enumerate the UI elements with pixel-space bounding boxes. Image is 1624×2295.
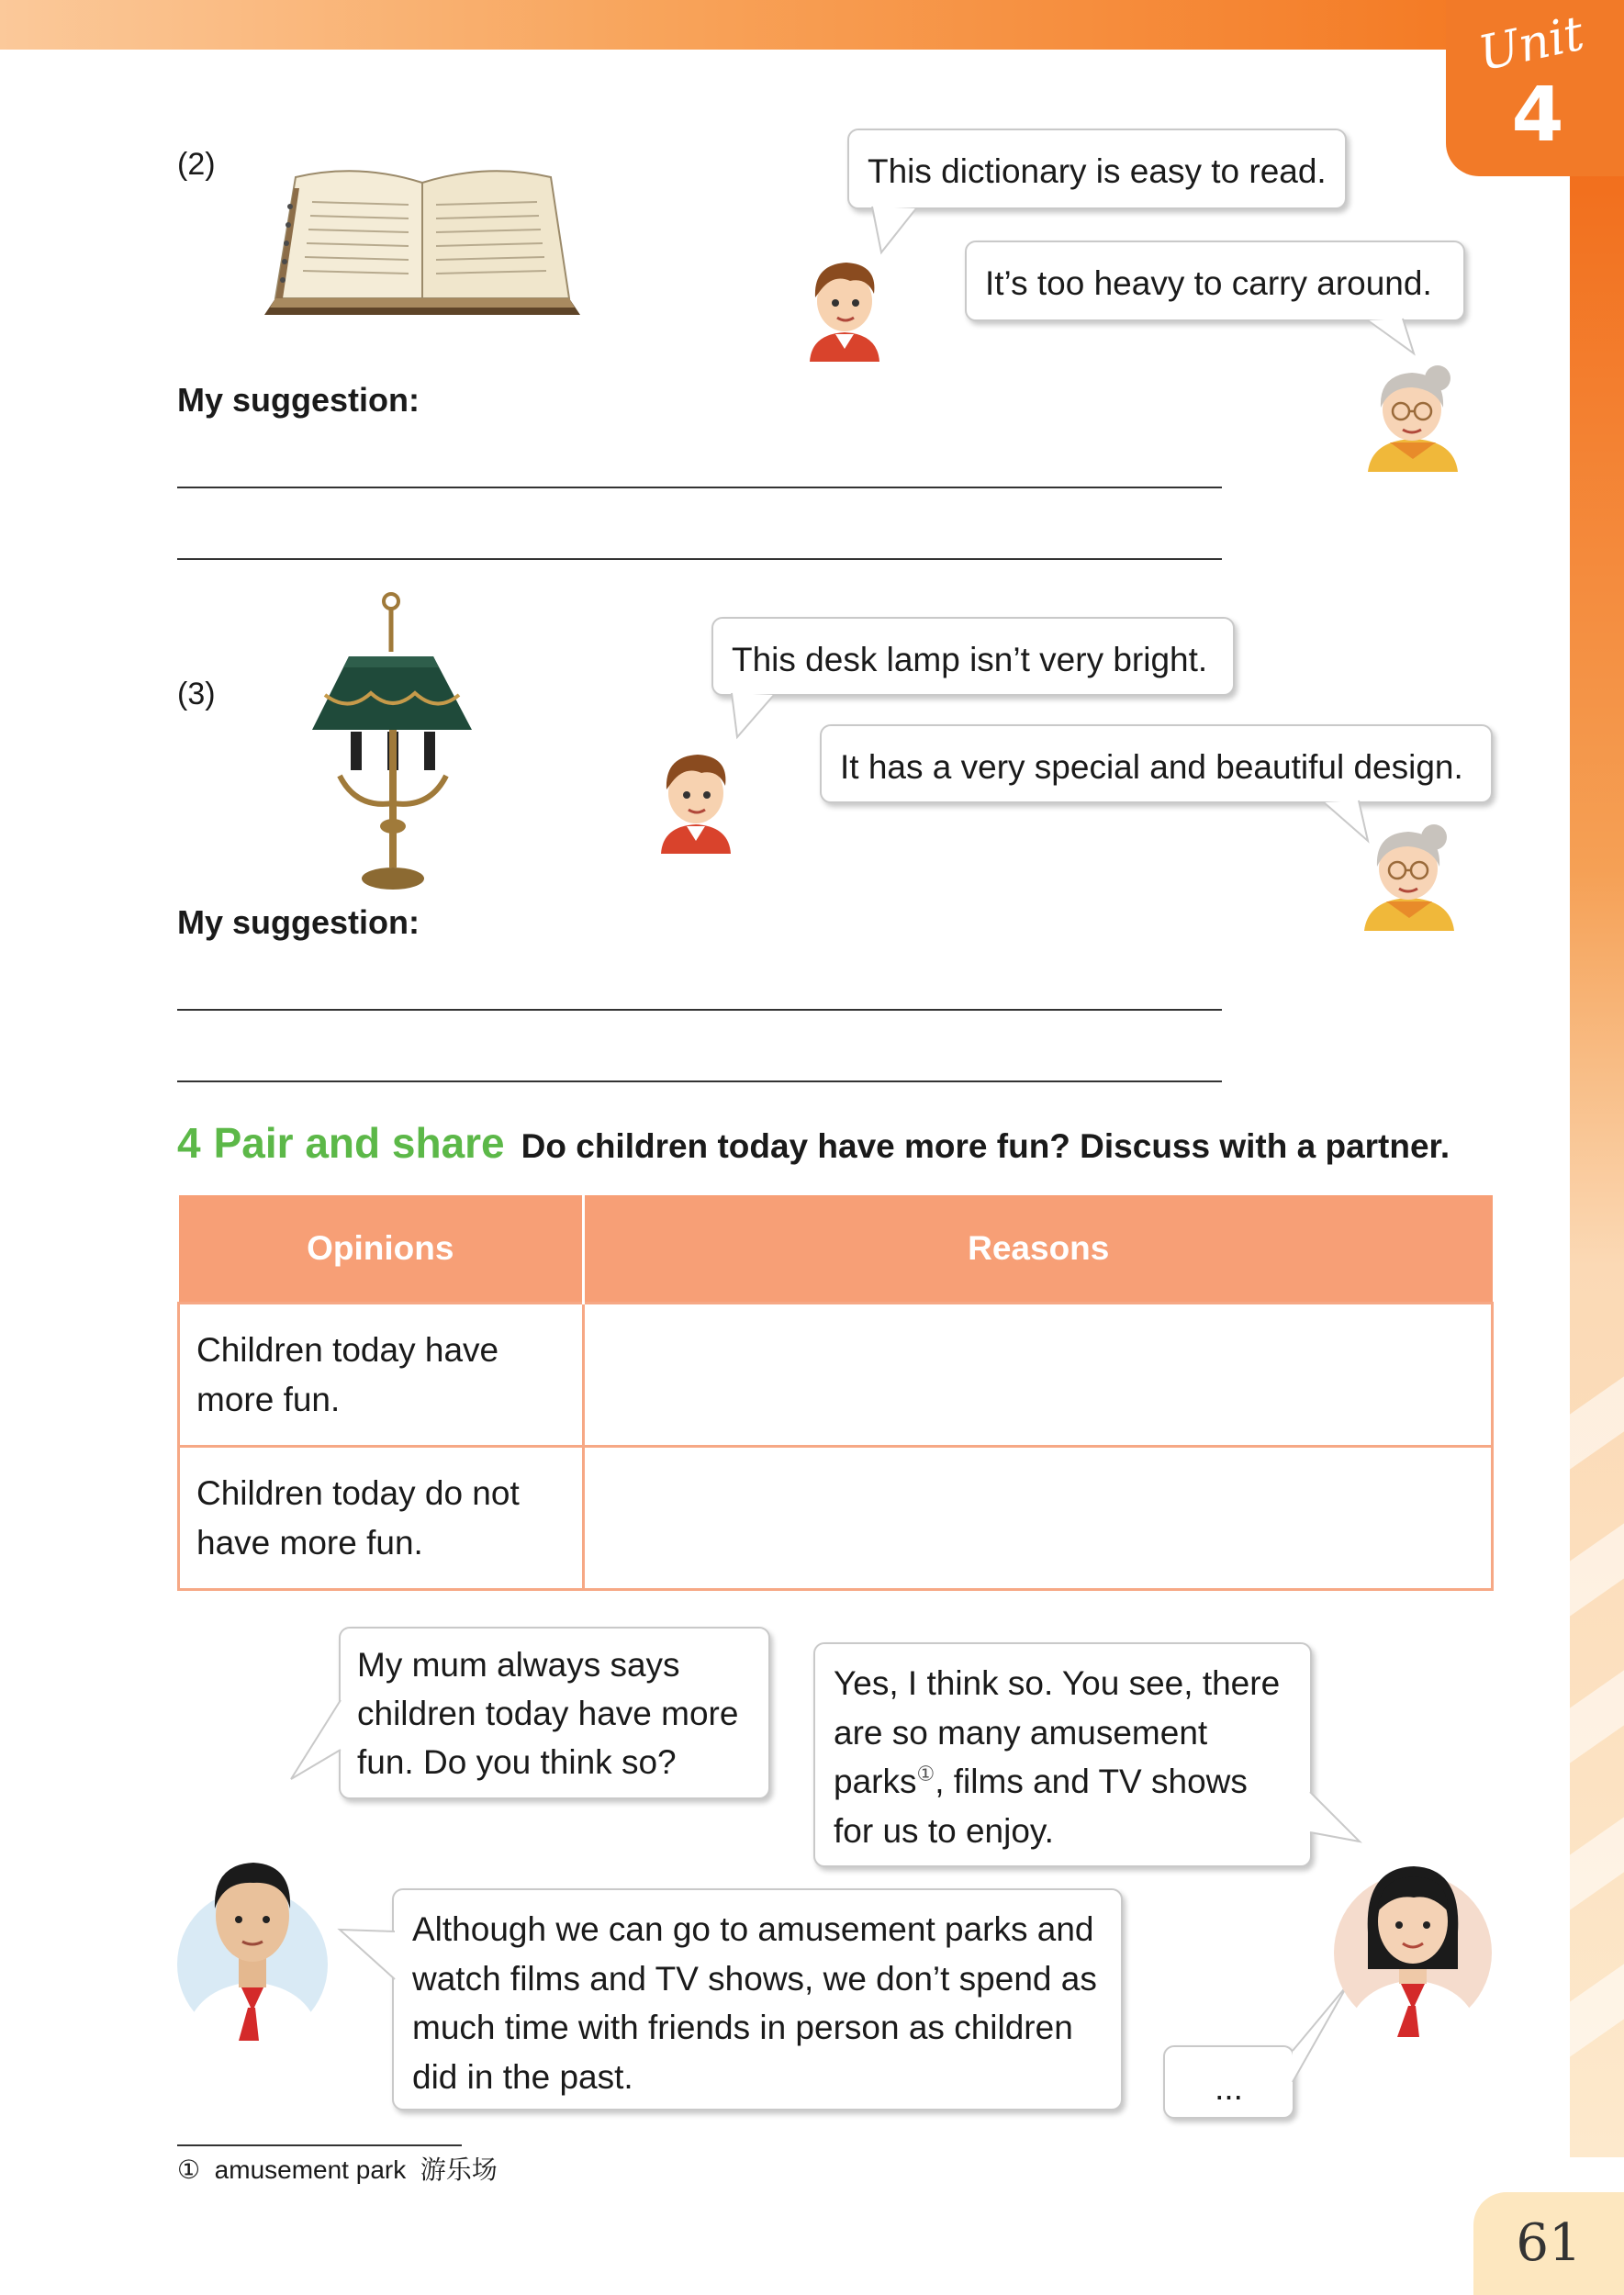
unit-number: 4 — [1511, 72, 1564, 159]
bubble-tail — [1322, 800, 1377, 843]
top-banner — [0, 0, 1450, 50]
boy-avatar — [652, 742, 740, 854]
girl-student-photo — [1331, 1841, 1495, 2043]
bubble-text: , films and TV shows for us to enjoy. — [834, 1763, 1248, 1850]
side-strip — [1570, 174, 1624, 2157]
speech-bubble-boy-reply: Although we can go to amusement parks and watch films and TV shows, we don’t spend as much time with friends in person as children did in the past. — [392, 1888, 1123, 2110]
speech-bubble-dictionary-boy: This dictionary is easy to read. — [847, 129, 1347, 209]
desk-lamp-image — [312, 592, 477, 895]
reason-cell[interactable] — [584, 1447, 1493, 1590]
suggestion-label: My suggestion: — [177, 903, 420, 941]
footnote-translation: 游乐场 — [420, 2155, 498, 2184]
footnote-marker: ① — [916, 1762, 935, 1786]
item-2-label: (2) — [177, 147, 216, 182]
grandma-avatar — [1362, 358, 1463, 472]
boy-student-photo — [174, 1831, 330, 2043]
answer-line[interactable] — [177, 1080, 1222, 1082]
bubble-tail — [1366, 319, 1421, 355]
table-header-row — [179, 1195, 1493, 1304]
boy-avatar — [801, 250, 889, 362]
section-number: 4 — [177, 1119, 201, 1167]
bubble-tail — [730, 693, 785, 739]
bubble-tail — [1308, 1790, 1363, 1845]
answer-line[interactable] — [177, 558, 1222, 560]
speech-bubble-girl-ellipsis: ... — [1163, 2045, 1294, 2119]
bubble-text: Yes, I think so. You see, there are so many amusement parks — [834, 1664, 1281, 1801]
page-number: 61 — [1473, 2192, 1624, 2295]
unit-tab — [1446, 0, 1624, 176]
reason-cell[interactable] — [584, 1304, 1493, 1447]
dictionary-image — [257, 161, 588, 326]
opinion-cell: Children today have more fun. — [179, 1304, 584, 1447]
section-instruction: Do children today have more fun? Discuss with a partner. — [521, 1127, 1450, 1165]
speech-bubble-lamp-grandma: It has a very special and beautiful design. — [820, 724, 1493, 803]
footnote-term: amusement park — [214, 2155, 407, 2184]
column-header-opinions: Opinions — [179, 1195, 584, 1304]
answer-line[interactable] — [177, 487, 1222, 488]
speech-bubble-girl-answer — [813, 1642, 1312, 1867]
speech-bubble-boy-question: My mum always says children today have more fun. Do you think so? — [339, 1627, 770, 1799]
opinions-table — [177, 1195, 1494, 1591]
section-heading — [177, 1118, 1450, 1168]
bubble-tail — [338, 1928, 397, 1983]
bubble-tail — [870, 207, 925, 254]
table-row — [179, 1447, 1493, 1590]
suggestion-label: My suggestion: — [177, 381, 420, 419]
answer-line[interactable] — [177, 1009, 1222, 1011]
speech-bubble-lamp-boy: This desk lamp isn’t very bright. — [711, 617, 1235, 696]
section-title: Pair and share — [213, 1119, 505, 1167]
bubble-tail — [289, 1698, 344, 1781]
item-3-label: (3) — [177, 677, 216, 711]
footnote-divider — [177, 2144, 462, 2146]
unit-word: Unit — [1473, 6, 1589, 83]
footnote — [177, 2150, 498, 2187]
speech-bubble-dictionary-grandma: It’s too heavy to carry around. — [965, 241, 1465, 321]
footnote-marker: ① — [177, 2155, 201, 2184]
column-header-reasons: Reasons — [584, 1195, 1493, 1304]
table-row — [179, 1304, 1493, 1447]
opinion-cell: Children today do not have more fun. — [179, 1447, 584, 1590]
